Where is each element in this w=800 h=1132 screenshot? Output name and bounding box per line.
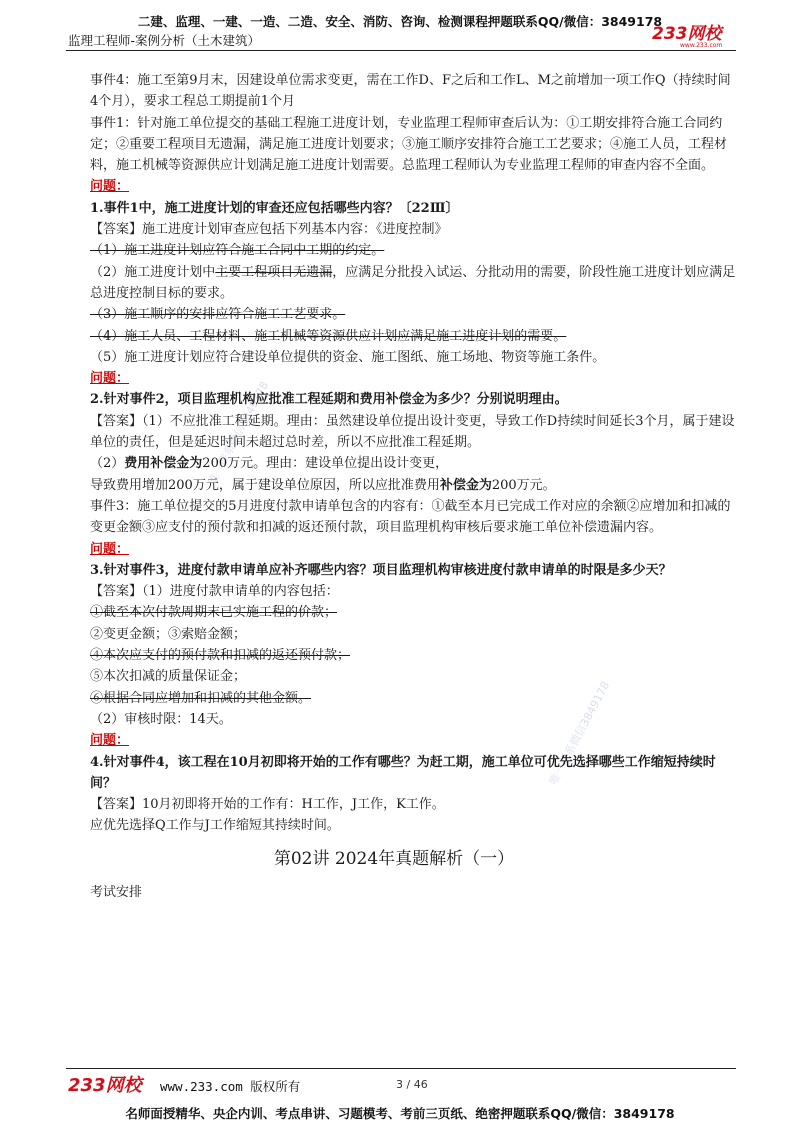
- question-label-4: [90, 730, 738, 751]
- watermark-1: 唯一联系微信3849178: [205, 379, 272, 488]
- answer-1-item-5: （5）施工进度计划应符合建设单位提供的资金、施工图纸、施工场地、物资等施工条件。: [90, 349, 606, 365]
- question-4: 4.针对事件4，该工程在10月初即将开始的工作有哪些？为赶工期，施工单位可优先选择哪些工作缩短持续时间？: [90, 754, 716, 791]
- answer-1-item-4-text: （4）施工人员、工程材料、施工机械等资源供应计划应满足施工进度计划的需要。: [90, 328, 567, 344]
- answer-3-intro: 【答案】（1）进度付款申请单的内容包括：: [90, 584, 339, 600]
- footer-divider: [66, 1068, 736, 1069]
- answer-2-item-3-post: 200万元。: [491, 477, 556, 493]
- answer-1-intro: 【答案】施工进度计划审查应包括下列基本内容：《进度控制》: [90, 222, 448, 238]
- question-3: 3.针对事件3，进度付款申请单应补齐哪些内容？项目监理机构审核进度付款申请单的时限是多少天？: [90, 562, 672, 578]
- footer-site: www.233.com 版权所有: [160, 1079, 301, 1094]
- footer-contact-line: 名师面授精华、央企内训、考点串讲、习题模考、考前三页纸、绝密押题联系QQ/微信：3849178: [125, 1106, 675, 1121]
- footer-logo-icon: [66, 1072, 156, 1096]
- answer-2-item-3-bold1: 费用: [413, 477, 440, 493]
- answer-3-item-3-text: ④本次应支付的预付款和扣减的返还预付款；: [90, 648, 351, 664]
- header-divider: [66, 50, 736, 51]
- question-label-text: 问题：: [90, 179, 130, 195]
- watermark-2: 唯一联系微信3849178: [546, 679, 613, 788]
- answer-1-item-4: [90, 326, 738, 347]
- answer-2-item-2: [90, 453, 738, 474]
- answer-1-item-1-text: （1）施工进度计划应符合施工合同中工期的约定。: [90, 243, 385, 259]
- question-label-2: [90, 368, 738, 389]
- question-label-text-3: 问题：: [90, 541, 130, 557]
- answer-4-item-2: 应优先选择Q工作与J工作缩短其持续时间。: [90, 818, 340, 834]
- answer-3-item-4: ⑤本次扣减的质量保证金；: [90, 669, 247, 685]
- document-body: [90, 70, 738, 903]
- answer-1-item-1: [90, 240, 738, 261]
- answer-2-item-2-pre: （2）: [90, 456, 125, 472]
- answer-3-item-5-text: ⑥根据合同应增加和扣减的其他金额。: [90, 690, 312, 706]
- answer-1-item-2: [90, 262, 738, 305]
- answer-2-item-3-bold2: 补偿金为: [439, 477, 492, 493]
- answer-1-item-3-text: （3）施工顺序的安排应符合施工工艺要求。: [90, 307, 346, 323]
- section-title: 第02讲 2024年真题解析（一）: [273, 848, 515, 869]
- answer-2-item-3-pre: 导致费用增加200万元，属于建设单位原因，所以应批准: [90, 477, 414, 493]
- question-label-text-4: 问题：: [90, 733, 130, 749]
- brand-logo: [650, 22, 746, 48]
- answer-3-item-1: [90, 602, 738, 623]
- logo-text: 233网校: [652, 24, 722, 44]
- question-label-text-2: 问题：: [90, 371, 130, 387]
- page-number: 3 / 46: [396, 1078, 428, 1091]
- answer-3-item-1-text: ①截至本次付款周期末已实施工程的价款；: [90, 605, 338, 621]
- question-label-3: [90, 539, 738, 560]
- event-1-paragraph: 事件1：针对施工单位提交的基础工程施工进度计划，专业监理工程师审查后认为：①工期安排符合施工合同约定；②重要工程项目无遗漏，满足施工进度计划要求；③施工顺序安排符合施工工艺要求；④施工人员，工程材料，施工机械等资源供应计划满足施工进度计划需要。总监理工程师认为专业监理工程师的审查内容不全面。: [90, 115, 728, 174]
- question-label: [90, 176, 738, 197]
- answer-4-item-1: 【答案】10月初即将开始的工作有：H工作，J工作，K工作。: [90, 797, 445, 813]
- answer-3-item-3: [90, 645, 738, 666]
- document-subtitle: 监理工程师-案例分析（土木建筑）: [68, 33, 261, 48]
- footer-logo: [66, 1072, 156, 1096]
- question-1: 1.事件1中，施工进度计划的审查还应包括哪些内容？〔22Ⅲ〕: [90, 200, 459, 216]
- answer-2-item-2-post: 200万元。理由：建设单位提出设计变更，: [202, 456, 449, 472]
- answer-2-item-3: [90, 475, 738, 496]
- answer-3-item-6: （2）审核时限：14天。: [90, 711, 232, 727]
- answer-2-item-1: 【答案】（1）不应批准工程延期。理由：虽然建设单位提出设计变更，导致工作D持续时间延长3个月，属于建设单位的责任，但是延迟时间未超过总时差，所以不应批准工程延期。: [90, 413, 735, 451]
- answer-1-item-2-pre: （2）施工进度计划中: [90, 264, 216, 280]
- answer-1-item-2-post: ，应满足分批投入试运、分批动用的需要，阶段性施工进度计划应满足总进度控制目标的要求。: [90, 264, 736, 301]
- answer-1-item-2-struck: 主要工程项目无遗漏: [215, 264, 333, 280]
- question-2: 2.针对事件2，项目监理机构应批准工程延期和费用补偿金为多少？分别说明理由。: [90, 392, 568, 408]
- answer-3-item-5: [90, 688, 738, 709]
- footer-logo-text: 233网校: [68, 1075, 142, 1096]
- exam-arrangement: 考试安排: [90, 884, 143, 900]
- event-3-paragraph: 事件3：施工单位提交的5月进度付款申请单包含的内容有：①截至本月已完成工作对应的余额②应增加和扣减的变更金额③应支付的预付款和扣减的返还预付款，项目监理机构审核后要求施工单位补偿遗漏内容。: [90, 498, 731, 536]
- answer-2-item-2-bold: 费用补偿金为: [124, 456, 203, 472]
- event-4-paragraph: 事件4：施工至第9月末，因建设单位需求变更，需在工作D、F之后和工作L、M之前增加一项工作Q（持续时间4个月），要求工程总工期提前1个月: [90, 73, 731, 110]
- answer-3-item-2: ②变更金额；③索赔金额；: [90, 626, 247, 642]
- header-contact-line: 二建、监理、一建、一造、二造、安全、消防、咨询、检测课程押题联系QQ/微信：3849178: [137, 14, 663, 29]
- logo-233-icon: [650, 22, 746, 48]
- answer-1-item-3: [90, 304, 738, 325]
- logo-sub: www.233.com: [680, 42, 723, 48]
